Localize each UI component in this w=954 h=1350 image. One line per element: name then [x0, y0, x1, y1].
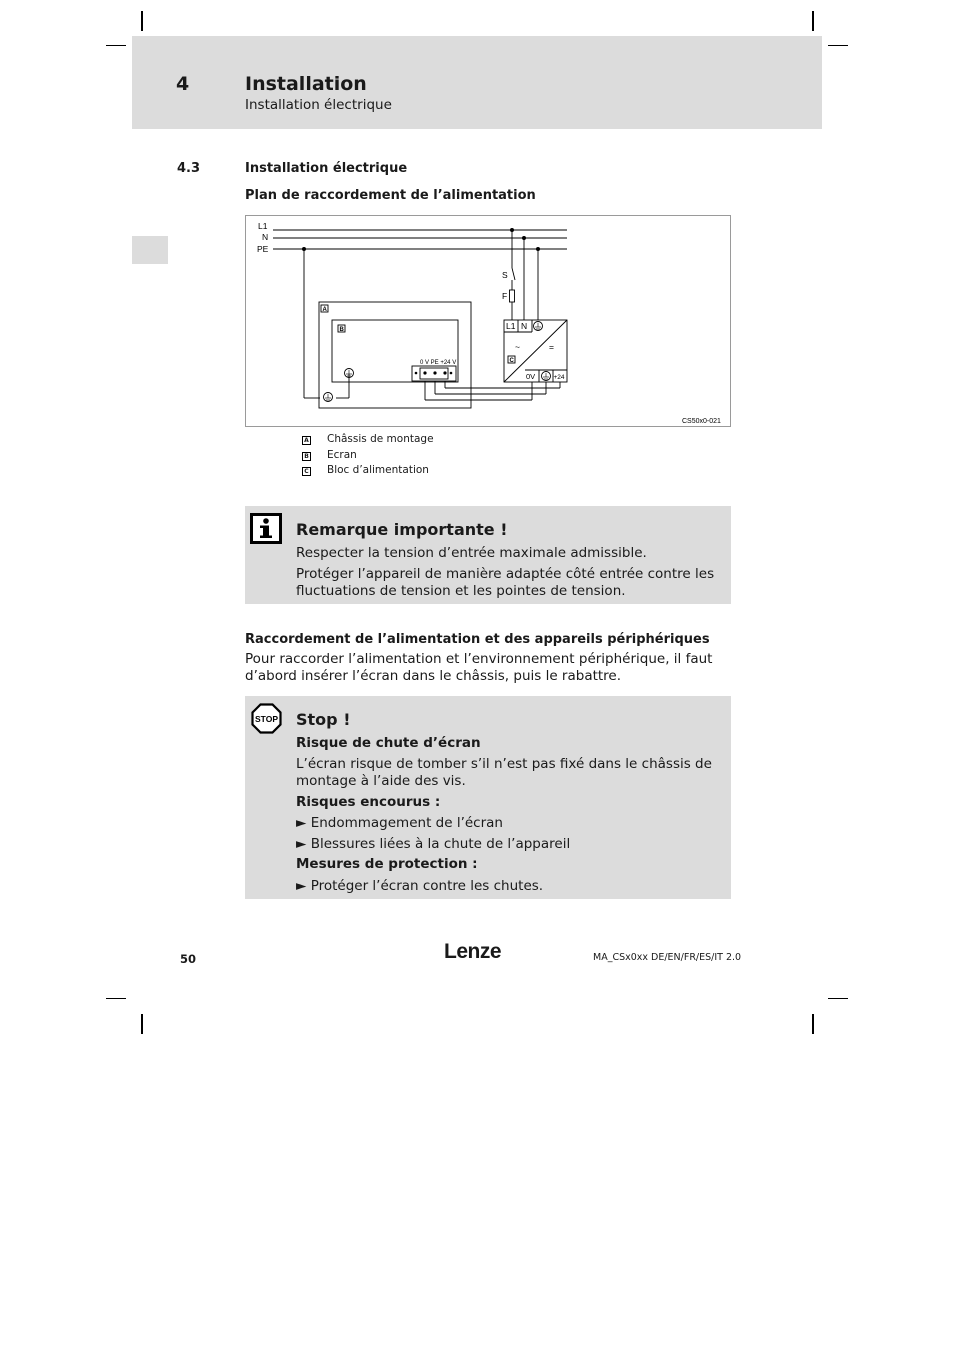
section-title: Installation électrique [245, 161, 408, 176]
legend-key: B [302, 452, 311, 461]
crop-mark [141, 1014, 143, 1034]
stop-risk-heading: Risque de chute d’écran [296, 735, 481, 751]
note-paragraph: Respecter la tension d’entrée maximale admissible. [296, 545, 647, 561]
stop-measure-item [296, 878, 716, 895]
chapter-number: 4 [176, 73, 190, 95]
important-note-box [245, 506, 731, 604]
stop-risk-text: L’écran risque de tomber s’il n’est pas fixé dans le châssis de montage à l’aide des vis. [296, 756, 712, 789]
side-tab-marker [132, 236, 168, 264]
box-key-b: B [339, 327, 344, 333]
stop-icon-text: STOP [255, 714, 278, 724]
chapter-header-band [132, 36, 822, 129]
psu-output-24v: +24 [553, 374, 565, 381]
section-number: 4.3 [177, 161, 201, 176]
stop-title: Stop ! [296, 710, 351, 729]
legend-key: A [302, 436, 311, 445]
note-title: Remarque importante ! [296, 520, 508, 539]
crop-mark [828, 45, 848, 46]
legend-text: Châssis de montage [327, 433, 434, 445]
document-id: MA_CSx0xx DE/EN/FR/ES/IT 2.0 [593, 952, 742, 963]
psu-output-0v: 0V [526, 372, 536, 381]
psu-ac-symbol: ~ [515, 342, 520, 352]
stop-risk-item [296, 815, 716, 832]
chapter-subtitle: Installation électrique [245, 97, 392, 113]
legend-text: Ecran [327, 448, 357, 461]
figure-id: CS50x0-021 [682, 418, 721, 425]
wiring-diagram [245, 215, 731, 427]
psu-input-l1: L1 [506, 321, 516, 331]
psu-dc-symbol: = [549, 342, 554, 352]
psu-input-n: N [521, 321, 528, 331]
legend-text: Bloc d’alimentation [327, 464, 429, 476]
crop-mark [828, 998, 848, 999]
crop-mark [106, 998, 126, 999]
stop-measures-label: Mesures de protection : [296, 856, 478, 872]
line-label-pe: PE [257, 244, 269, 254]
bullet-icon: ► [296, 815, 307, 831]
fuse-label: F [502, 291, 508, 301]
stop-icon [251, 703, 282, 734]
info-icon [250, 513, 282, 544]
stop-risk-item-text: Blessures liées à la chute de l’appareil [310, 836, 571, 852]
legend-key: C [302, 467, 311, 476]
stop-measure-item-text: Protéger l’écran contre les chutes. [310, 878, 544, 894]
note-paragraph: Protéger l’appareil de manière adaptée côté entrée contre les fluctuations de tension et les pointes de tension. [296, 566, 715, 599]
stop-risk-item-text: Endommagement de l’écran [310, 815, 503, 831]
line-label-l1: L1 [258, 221, 268, 231]
stop-risks-label: Risques encourus : [296, 794, 441, 810]
bullet-icon: ► [296, 878, 307, 894]
page-number: 50 [180, 952, 197, 966]
crop-mark [812, 11, 814, 31]
connector-label: 0 V PE +24 V [420, 360, 457, 366]
body-paragraph: Pour raccorder l’alimentation et l’environnement périphérique, il faut d’abord insérer l’écran dans le châssis, puis le rabattre. [245, 651, 713, 684]
crop-mark [106, 45, 126, 46]
body-heading: Raccordement de l’alimentation et des appareils périphériques [245, 632, 710, 647]
bullet-icon: ► [296, 836, 307, 852]
crop-mark [141, 11, 143, 31]
box-key-c: C [509, 358, 514, 364]
chapter-title: Installation [245, 73, 367, 95]
line-label-n: N [262, 232, 269, 242]
crop-mark [812, 1014, 814, 1034]
stop-risk-item [296, 836, 716, 853]
lenze-logo: Lenze [444, 940, 502, 963]
section-subtitle: Plan de raccordement de l’alimentation [245, 188, 536, 203]
wiring-diagram-svg [246, 216, 732, 428]
stop-warning-box [245, 696, 731, 899]
box-key-a: A [322, 307, 327, 313]
switch-label: S [502, 270, 508, 280]
